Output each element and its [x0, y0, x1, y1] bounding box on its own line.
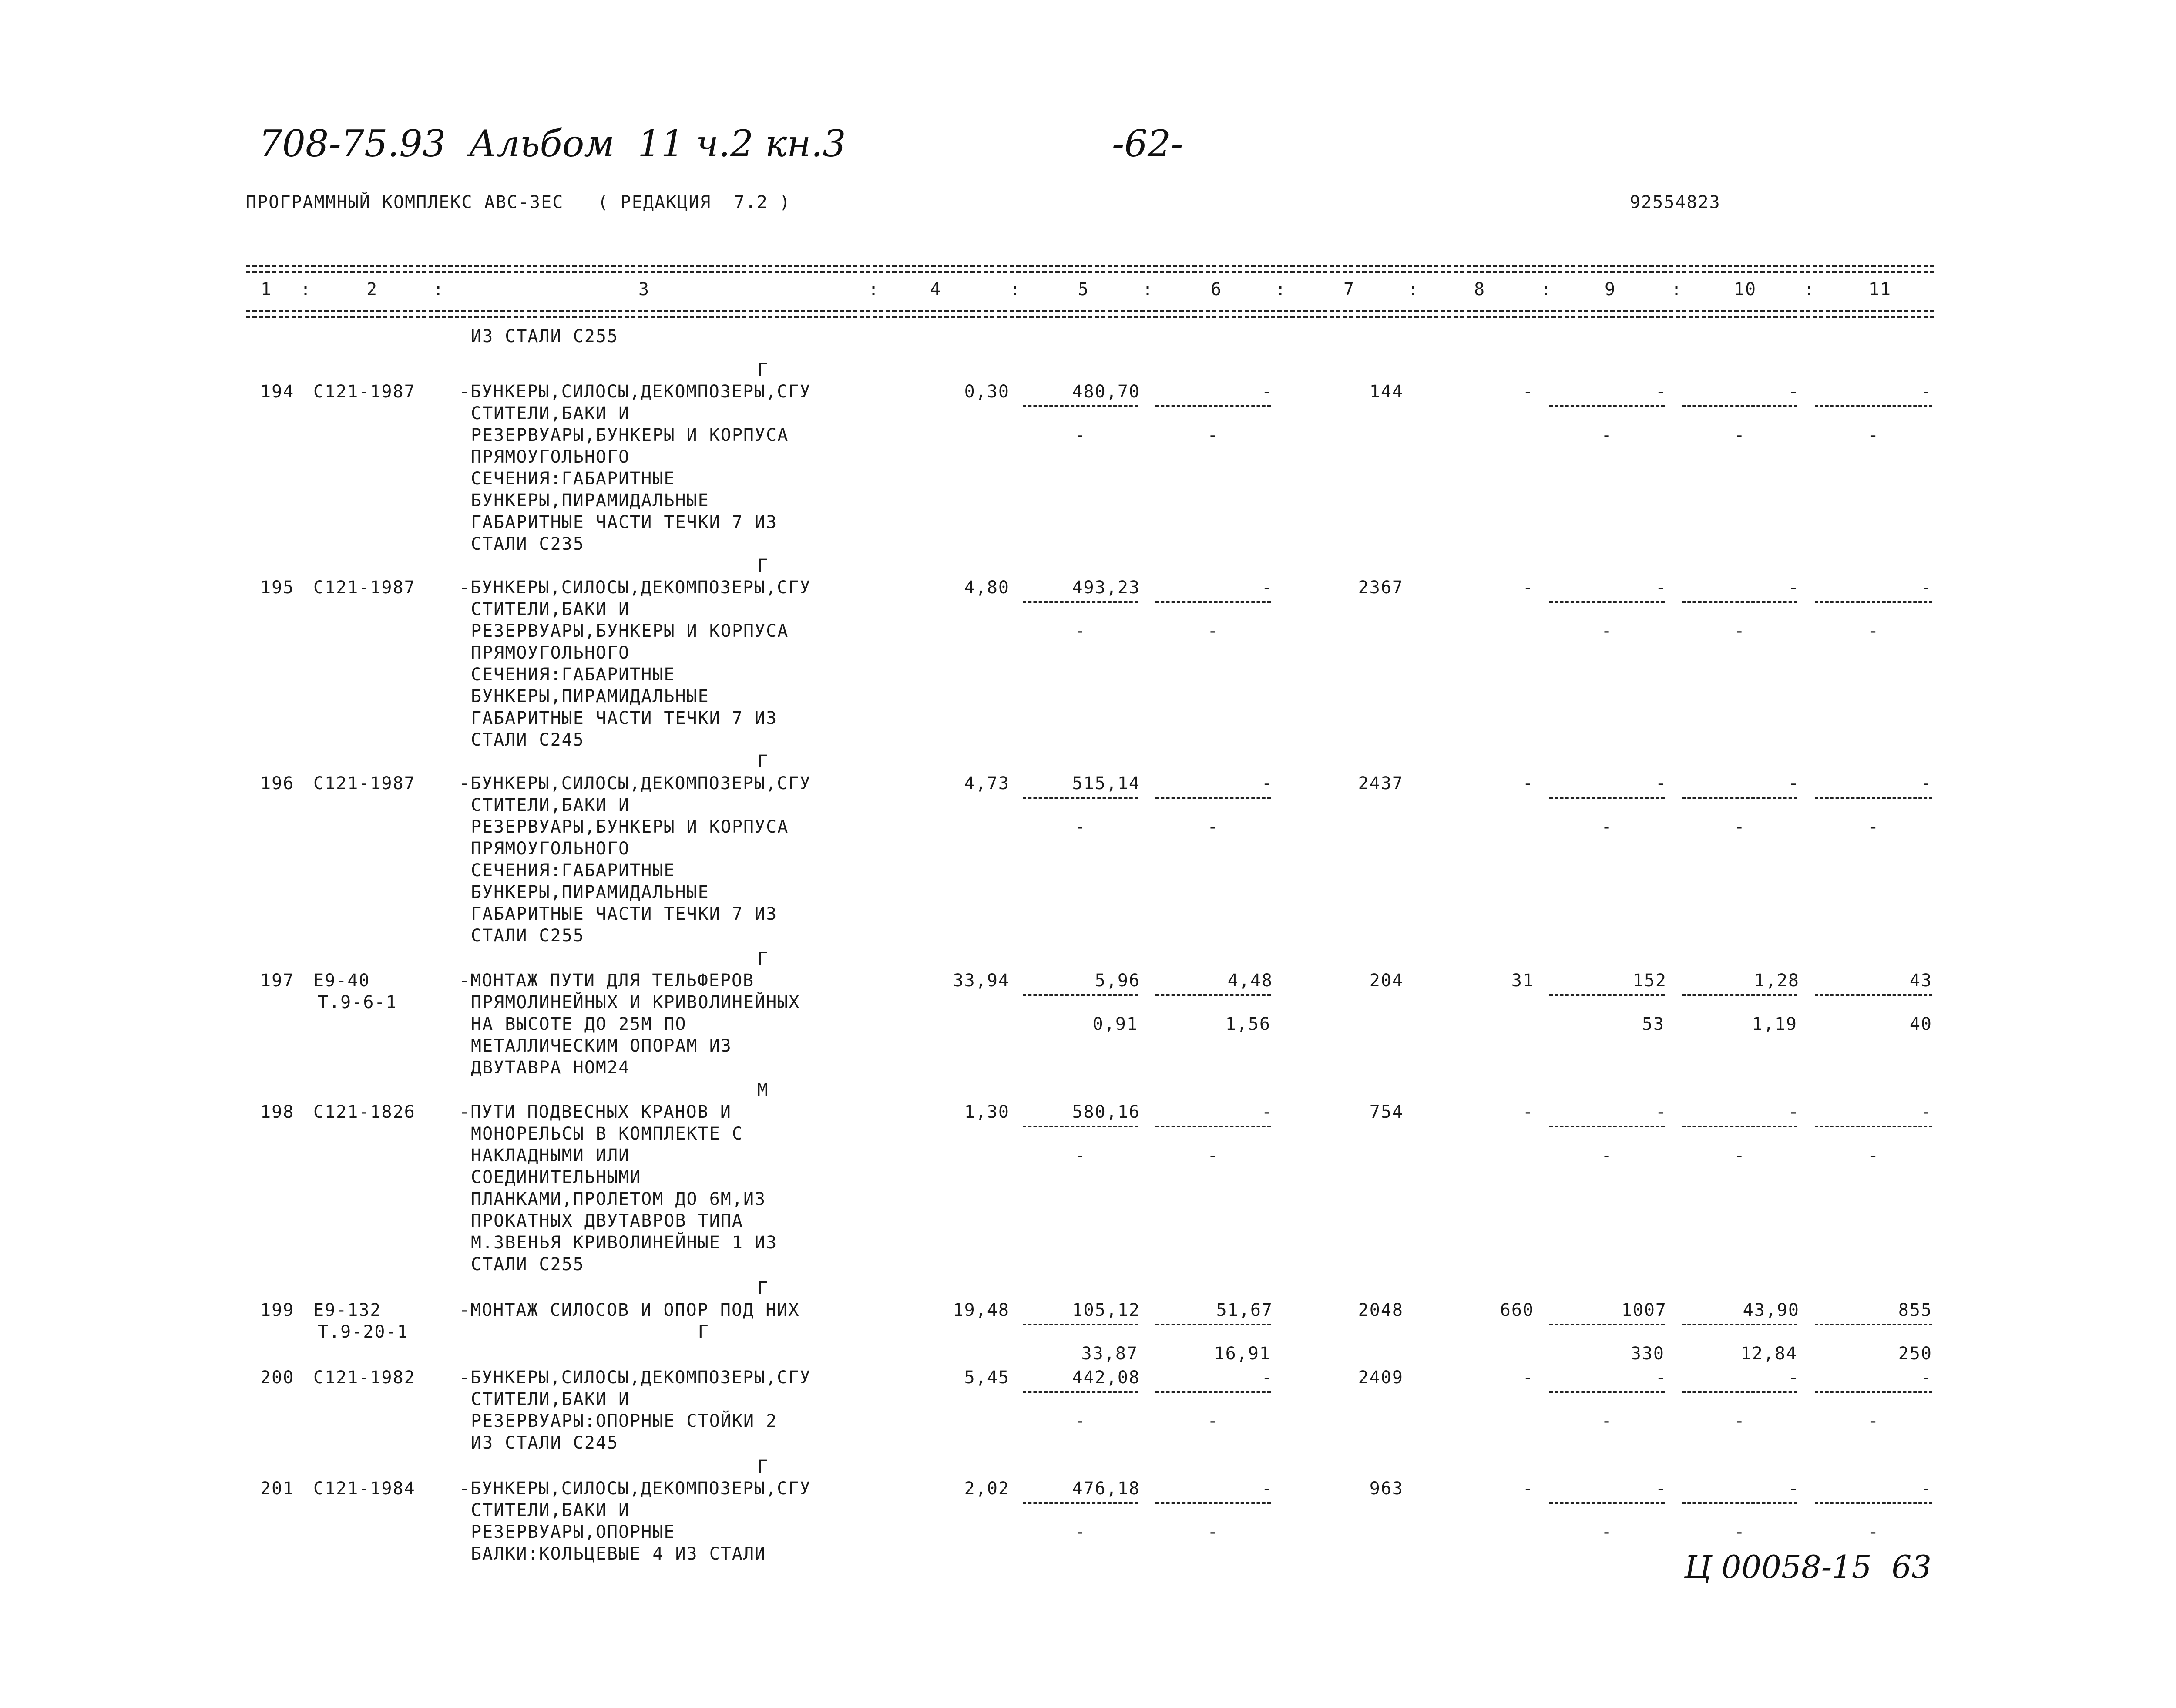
cell-c5b: - [1075, 817, 1086, 837]
column-separator: : [1275, 279, 1287, 299]
row-description-line: -БУНКЕРЫ,СИЛОСЫ,ДЕКОМПОЗЕРЫ,СГУ [459, 1479, 811, 1499]
cell-c7: 144 [1369, 382, 1404, 402]
cell-c7: 2409 [1358, 1368, 1404, 1388]
cell-c6: - [1261, 773, 1273, 793]
value-divider [1815, 405, 1932, 407]
row-code: Т.9-20-1 [318, 1322, 409, 1342]
cell-c5: 480,70 [1072, 382, 1140, 402]
value-divider [1155, 1126, 1271, 1127]
cell-c10: - [1788, 1479, 1800, 1499]
cell-c7: 204 [1369, 971, 1404, 991]
row-description-line: -БУНКЕРЫ,СИЛОСЫ,ДЕКОМПОЗЕРЫ,СГУ [459, 1368, 811, 1388]
value-divider [1023, 797, 1138, 799]
cell-c9b: - [1601, 1411, 1613, 1431]
cell-c9b: - [1601, 425, 1613, 445]
row-description-line: НАКЛАДНЫМИ ИЛИ [471, 1146, 630, 1166]
cell-c9: - [1655, 1102, 1667, 1122]
column-header-1: 1 [260, 279, 272, 299]
row-description-line: ДВУТАВРА НОМ24 [471, 1058, 630, 1078]
cell-c8: - [1522, 382, 1534, 402]
cell-c5b: - [1075, 1146, 1086, 1166]
row-description-line: ПРЯМОУГОЛЬНОГО [471, 839, 630, 859]
cell-c10b: - [1734, 621, 1746, 641]
column-header-8: 8 [1474, 279, 1486, 299]
value-divider [1023, 601, 1138, 603]
cell-c4: 4,80 [964, 578, 1010, 598]
cell-c11: - [1921, 1479, 1932, 1499]
row-description-line: СТАЛИ С255 [471, 926, 584, 946]
cell-c10: - [1788, 1368, 1800, 1388]
row-description-line: СТИТЕЛИ,БАКИ И [471, 795, 630, 815]
value-divider [1815, 1502, 1932, 1504]
cell-c6: - [1261, 382, 1273, 402]
row-description-line: БУНКЕРЫ,ПИРАМИДАЛЬНЫЕ [471, 686, 709, 706]
value-divider [1549, 601, 1665, 603]
value-divider [1682, 405, 1797, 407]
column-header-6: 6 [1210, 279, 1222, 299]
cell-c9b: - [1601, 1146, 1613, 1166]
column-separator: : [1671, 279, 1683, 299]
row-description-line: -БУНКЕРЫ,СИЛОСЫ,ДЕКОМПОЗЕРЫ,СГУ [459, 578, 811, 598]
cell-c11b: - [1867, 817, 1880, 837]
cell-c11: 43 [1909, 971, 1932, 991]
row-description-line: СТАЛИ С255 [471, 1254, 584, 1274]
cell-c4: 5,45 [964, 1368, 1010, 1388]
row-number: 200 [260, 1368, 295, 1388]
value-divider [1155, 797, 1271, 799]
cell-c11b: - [1867, 621, 1880, 641]
value-divider [1549, 1126, 1665, 1127]
value-divider [1549, 405, 1665, 407]
column-header-10: 10 [1733, 279, 1757, 299]
cell-c6: 51,67 [1216, 1300, 1273, 1320]
cell-c7: 2367 [1358, 578, 1404, 598]
row-mark: Г [757, 752, 769, 772]
value-divider [1549, 1502, 1665, 1504]
document-code: 92554823 [1630, 192, 1721, 212]
cell-c11: - [1921, 773, 1932, 793]
row-description-line: -БУНКЕРЫ,СИЛОСЫ,ДЕКОМПОЗЕРЫ,СГУ [459, 773, 811, 793]
row-description-line: СТАЛИ С245 [471, 730, 584, 750]
cell-c7: 2437 [1358, 773, 1404, 793]
row-mark: М [757, 1080, 769, 1100]
row-description-line: СТИТЕЛИ,БАКИ И [471, 1389, 630, 1409]
row-number: 195 [260, 578, 295, 598]
row-description-line: СТАЛИ С235 [471, 534, 584, 554]
row-number: 197 [260, 971, 295, 991]
row-description-line: ГАБАРИТНЫЕ ЧАСТИ ТЕЧКИ 7 ИЗ [471, 512, 778, 532]
row-mark: Г [757, 1457, 769, 1477]
value-divider [1549, 994, 1665, 996]
cell-c8: - [1522, 578, 1534, 598]
row-description-line: СОЕДИНИТЕЛЬНЫМИ [471, 1167, 641, 1187]
cell-c5b: - [1075, 425, 1086, 445]
value-divider [1815, 1324, 1932, 1325]
value-divider [1549, 797, 1665, 799]
value-divider [1815, 797, 1932, 799]
cell-c9: - [1655, 773, 1667, 793]
album-reference: 708-75.93 Альбом 11 ч.2 кн.3 [259, 122, 846, 165]
row-mark: Г [757, 949, 769, 969]
cell-c9b: 53 [1642, 1014, 1665, 1034]
cell-c6: - [1261, 578, 1273, 598]
cell-c6b: 1,56 [1225, 1014, 1271, 1034]
cell-c7: 2048 [1358, 1300, 1404, 1320]
row-description-line: -БУНКЕРЫ,СИЛОСЫ,ДЕКОМПОЗЕРЫ,СГУ [459, 382, 811, 402]
cell-c10b: - [1734, 1146, 1746, 1166]
value-divider [1549, 1391, 1665, 1393]
value-divider [1815, 601, 1932, 603]
row-description-line: СТИТЕЛИ,БАКИ И [471, 403, 630, 424]
cell-c7: 963 [1369, 1479, 1404, 1499]
value-divider [1155, 601, 1271, 603]
cell-c9: - [1655, 1368, 1667, 1388]
cell-c6b: 16,91 [1214, 1344, 1271, 1364]
row-code: С121-1982 [313, 1368, 416, 1388]
row-description-line: ПЛАНКАМИ,ПРОЛЕТОМ ДО 6М,ИЗ [471, 1189, 766, 1209]
cell-c11: - [1921, 382, 1932, 402]
page-number: -62- [1112, 122, 1183, 165]
value-divider [1815, 1126, 1932, 1127]
row-description-line: М.ЗВЕНЬЯ КРИВОЛИНЕЙНЫЕ 1 ИЗ [471, 1233, 778, 1253]
program-title: ПРОГРАММНЫЙ КОМПЛЕКС АВС-ЗЕС ( РЕДАКЦИЯ 7.2 ) [246, 192, 791, 212]
column-separator: : [1804, 279, 1816, 299]
cell-c4: 2,02 [964, 1479, 1010, 1499]
row-code: С121-1826 [313, 1102, 416, 1122]
column-header-7: 7 [1343, 279, 1355, 299]
cell-c5: 493,23 [1072, 578, 1140, 598]
row-description-line: РЕЗЕРВУАРЫ,ОПОРНЫЕ [471, 1522, 675, 1542]
row-description-line: НА ВЫСОТЕ ДО 25М ПО [471, 1014, 687, 1034]
cell-c6b: - [1207, 1411, 1219, 1431]
cell-c6b: - [1207, 621, 1219, 641]
value-divider [1815, 994, 1932, 996]
cell-c6b: - [1207, 817, 1219, 837]
column-separator: : [1541, 279, 1552, 299]
cell-c8: 660 [1500, 1300, 1534, 1320]
row-description-line: ИЗ СТАЛИ С245 [471, 1433, 619, 1453]
cell-c11: - [1921, 1102, 1932, 1122]
value-divider [1549, 1324, 1665, 1325]
value-divider [1682, 1391, 1797, 1393]
row-description-line: СТИТЕЛИ,БАКИ И [471, 1500, 630, 1520]
row-code: С121-1984 [313, 1479, 416, 1499]
row-number: 198 [260, 1102, 295, 1122]
cell-c5b: - [1075, 621, 1086, 641]
row-mark: Г [757, 556, 769, 576]
cell-c5: 105,12 [1072, 1300, 1140, 1320]
cell-c5: 5,96 [1095, 971, 1140, 991]
cell-c10: - [1788, 382, 1800, 402]
column-separator: : [1010, 279, 1021, 299]
row-description-line: -ПУТИ ПОДВЕСНЫХ КРАНОВ И [459, 1102, 732, 1122]
cell-c9: 152 [1632, 971, 1667, 991]
row-mark: Г [757, 360, 769, 380]
continuation-note: ИЗ СТАЛИ С255 [471, 326, 619, 346]
value-divider [1682, 1324, 1797, 1325]
row-description-line: Г [471, 1322, 709, 1342]
cell-c8: - [1522, 1102, 1534, 1122]
cell-c10: - [1788, 578, 1800, 598]
cell-c9b: - [1601, 1522, 1613, 1542]
cell-c4: 1,30 [964, 1102, 1010, 1122]
cell-c10b: - [1734, 1411, 1746, 1431]
cell-c5b: 33,87 [1081, 1344, 1138, 1364]
column-header-11: 11 [1868, 279, 1892, 299]
column-separator: : [1142, 279, 1154, 299]
row-code: С121-1987 [313, 773, 416, 793]
value-divider [1155, 994, 1271, 996]
cell-c6b: - [1207, 1522, 1219, 1542]
value-divider [1815, 1391, 1932, 1393]
cell-c9b: 330 [1630, 1344, 1665, 1364]
cell-c6b: - [1207, 425, 1219, 445]
cell-c11: - [1921, 578, 1932, 598]
value-divider [1023, 405, 1138, 407]
row-description-line: РЕЗЕРВУАРЫ,БУНКЕРЫ И КОРПУСА [471, 621, 789, 641]
row-description-line: РЕЗЕРВУАРЫ,БУНКЕРЫ И КОРПУСА [471, 817, 789, 837]
row-description-line: -МОНТАЖ СИЛОСОВ И ОПОР ПОД НИХ [459, 1300, 800, 1320]
cell-c5b: - [1075, 1522, 1086, 1542]
row-number: 196 [260, 773, 295, 793]
cell-c6: - [1261, 1102, 1273, 1122]
row-number: 194 [260, 382, 295, 402]
row-description-line: СЕЧЕНИЯ:ГАБАРИТНЫЕ [471, 469, 675, 489]
row-description-line: -МОНТАЖ ПУТИ ДЛЯ ТЕЛЬФЕРОВ [459, 971, 755, 991]
cell-c10: - [1788, 1102, 1800, 1122]
cell-c4: 0,30 [964, 382, 1010, 402]
cell-c6b: - [1207, 1146, 1219, 1166]
row-description-line: ПРОКАТНЫХ ДВУТАВРОВ ТИПА [471, 1211, 743, 1231]
row-description-line: ПРЯМОУГОЛЬНОГО [471, 447, 630, 467]
row-description-line: ПРЯМОУГОЛЬНОГО [471, 643, 630, 663]
value-divider [1023, 1391, 1138, 1393]
cell-c11b: 250 [1898, 1344, 1932, 1364]
cell-c11: - [1921, 1368, 1932, 1388]
cell-c11: 855 [1898, 1300, 1932, 1320]
row-description-line: МОНОРЕЛЬСЫ В КОМПЛЕКТЕ С [471, 1124, 743, 1144]
row-code: С121-1987 [313, 382, 416, 402]
cell-c10b: 1,19 [1752, 1014, 1797, 1034]
column-separator: : [1408, 279, 1420, 299]
cell-c9b: - [1601, 621, 1613, 641]
row-description-line: СЕЧЕНИЯ:ГАБАРИТНЫЕ [471, 861, 675, 881]
column-separator: : [300, 279, 312, 299]
cell-c5: 476,18 [1072, 1479, 1140, 1499]
cell-c5: 442,08 [1072, 1368, 1140, 1388]
cell-c10: 1,28 [1754, 971, 1800, 991]
row-description-line: БУНКЕРЫ,ПИРАМИДАЛЬНЫЕ [471, 491, 709, 511]
cell-c6: - [1261, 1368, 1273, 1388]
cell-c10: 43,90 [1743, 1300, 1800, 1320]
row-code: С121-1987 [313, 578, 416, 598]
row-description-line: СЕЧЕНИЯ:ГАБАРИТНЫЕ [471, 665, 675, 685]
cell-c11b: - [1867, 1522, 1880, 1542]
column-separator: : [433, 279, 445, 299]
cell-c5b: - [1075, 1411, 1086, 1431]
value-divider [1682, 797, 1797, 799]
value-divider [1155, 405, 1271, 407]
cell-c8: - [1522, 1479, 1534, 1499]
cell-c10b: 12,84 [1740, 1344, 1797, 1364]
value-divider [1682, 601, 1797, 603]
column-header-4: 4 [930, 279, 942, 299]
value-divider [1155, 1324, 1271, 1325]
cell-c10b: - [1734, 817, 1746, 837]
row-description-line: ГАБАРИТНЫЕ ЧАСТИ ТЕЧКИ 7 ИЗ [471, 904, 778, 924]
cell-c6: - [1261, 1479, 1273, 1499]
column-header-5: 5 [1078, 279, 1090, 299]
row-number: 201 [260, 1479, 295, 1499]
cell-c11b: - [1867, 1146, 1880, 1166]
cell-c10b: - [1734, 425, 1746, 445]
cell-c8: - [1522, 773, 1534, 793]
value-divider [1155, 1502, 1271, 1504]
row-description-line: БУНКЕРЫ,ПИРАМИДАЛЬНЫЕ [471, 882, 709, 902]
cell-c8: - [1522, 1368, 1534, 1388]
cell-c6: 4,48 [1227, 971, 1273, 991]
cell-c4: 4,73 [964, 773, 1010, 793]
value-divider [1023, 994, 1138, 996]
cell-c9: - [1655, 382, 1667, 402]
row-mark: Г [757, 1278, 769, 1298]
value-divider [1023, 1126, 1138, 1127]
cell-c10: - [1788, 773, 1800, 793]
row-description-line: СТИТЕЛИ,БАКИ И [471, 599, 630, 619]
row-description-line: ПРЯМОЛИНЕЙНЫХ И КРИВОЛИНЕЙНЫХ [471, 992, 800, 1012]
row-code: Т.9-6-1 [318, 992, 397, 1012]
column-header-3: 3 [638, 279, 650, 299]
cell-c5: 580,16 [1072, 1102, 1140, 1122]
value-divider [1023, 1324, 1138, 1325]
cell-c9b: - [1601, 817, 1613, 837]
cell-c11b: - [1867, 425, 1880, 445]
row-number: 199 [260, 1300, 295, 1320]
row-description-line: ГАБАРИТНЫЕ ЧАСТИ ТЕЧКИ 7 ИЗ [471, 708, 778, 728]
cell-c11b: 40 [1909, 1014, 1932, 1034]
column-header-9: 9 [1604, 279, 1616, 299]
row-description-line: РЕЗЕРВУАРЫ,БУНКЕРЫ И КОРПУСА [471, 425, 789, 445]
cell-c8: 31 [1511, 971, 1534, 991]
cell-c9: - [1655, 578, 1667, 598]
cell-c9: - [1655, 1479, 1667, 1499]
cell-c11b: - [1867, 1411, 1880, 1431]
footer-reference: Ц 00058-15 63 [1684, 1549, 1932, 1585]
row-description-line: МЕТАЛЛИЧЕСКИМ ОПОРАМ ИЗ [471, 1036, 732, 1056]
column-separator: : [868, 279, 880, 299]
cell-c4: 19,48 [953, 1300, 1010, 1320]
column-header-2: 2 [366, 279, 378, 299]
cell-c9: 1007 [1621, 1300, 1667, 1320]
value-divider [1682, 994, 1797, 996]
value-divider [1155, 1391, 1271, 1393]
cell-c7: 754 [1369, 1102, 1404, 1122]
cell-c4: 33,94 [953, 971, 1010, 991]
row-description-line: РЕЗЕРВУАРЫ:ОПОРНЫЕ СТОЙКИ 2 [471, 1411, 778, 1431]
row-code: Е9-40 [313, 971, 370, 991]
row-description-line: БАЛКИ:КОЛЬЦЕВЫЕ 4 ИЗ СТАЛИ [471, 1544, 766, 1564]
value-divider [1682, 1502, 1797, 1504]
value-divider [1682, 1126, 1797, 1127]
cell-c5: 515,14 [1072, 773, 1140, 793]
cell-c5b: 0,91 [1092, 1014, 1138, 1034]
value-divider [1023, 1502, 1138, 1504]
row-code: Е9-132 [313, 1300, 382, 1320]
cell-c10b: - [1734, 1522, 1746, 1542]
